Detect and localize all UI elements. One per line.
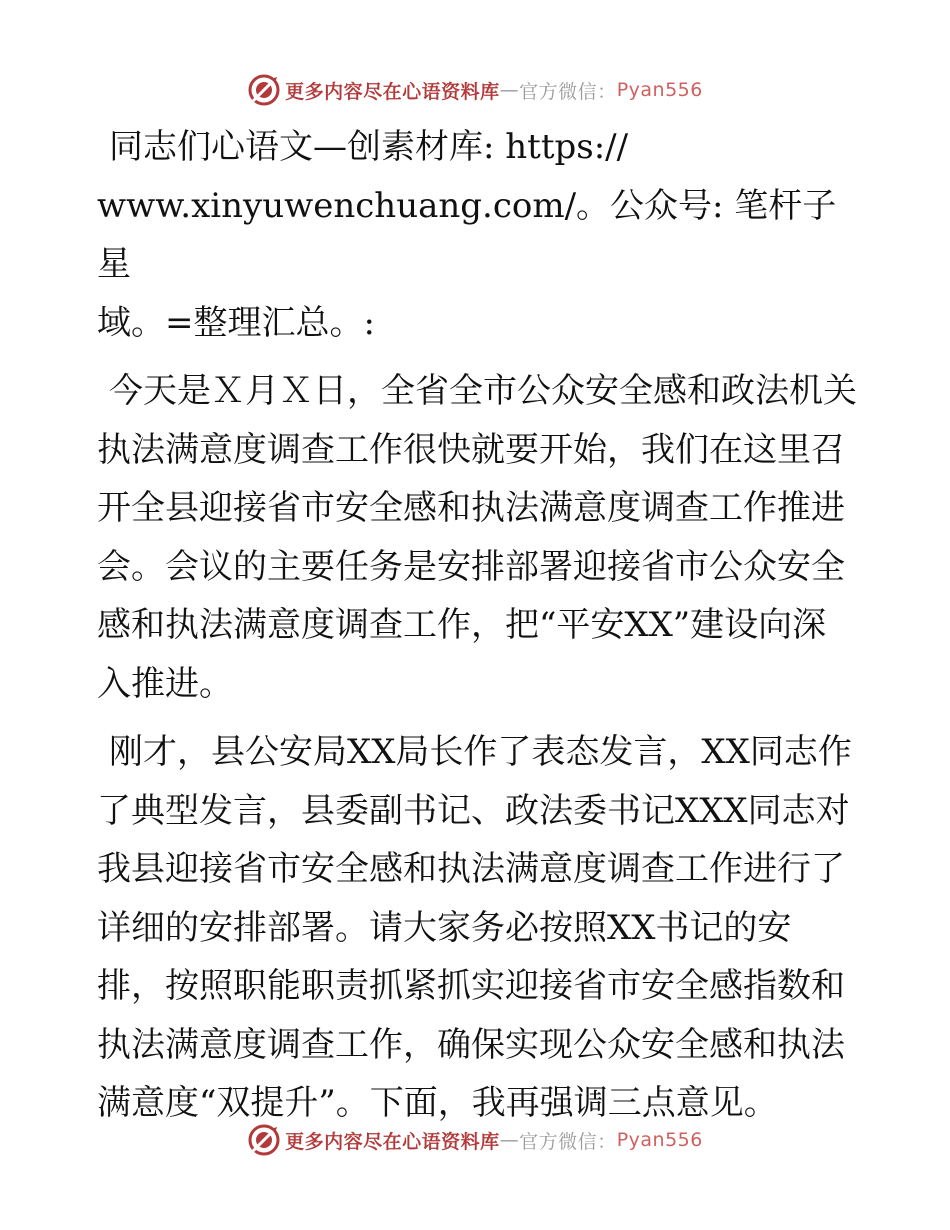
pen-logo-icon [247,1123,281,1157]
paragraph-line: 我县迎接省市安全感和执法满意度调查工作进行了 [97,849,845,889]
paragraph-line: www.xinyuwenchuang.com/。公众号: 笔杆子星 [97,185,837,284]
watermark-separator: — [499,79,520,101]
paragraph-line: 执法满意度调查工作，确保实现公众安全感和执法 [97,1024,845,1065]
paragraph-line: 执法满意度调查工作很快就要开始，我们在这里召 [97,429,845,470]
watermark-official-label: 官方微信： [519,1130,617,1153]
paragraph-line: 感和执法满意度调查工作，把“平安XX”建设向深 [97,605,827,645]
watermark-main-text: 更多内容尽在心语资料库 [285,80,500,103]
paragraph-2 [97,723,857,1133]
paragraph-line: 详细的安排部署。请大家务必按照XX书记的安 [97,907,792,948]
pen-logo-icon [247,73,281,107]
paragraph-1 [97,362,857,713]
footer-watermark [0,1120,950,1160]
watermark-main-text: 更多内容尽在心语资料库 [285,1130,500,1153]
paragraph-line: 同志们心语文—创素材库: https:// [109,127,629,167]
paragraph-line: 排，按照职能职责抓紧抓实迎接省市安全感指数和 [97,966,845,1006]
paragraph-line: 域。=整理汇总。: [97,302,375,343]
header-watermark [0,70,950,110]
watermark-official-label: 官方微信： [519,80,617,103]
paragraph-line: 满意度“双提升”。下面，我再强调三点意见。 [97,1083,778,1123]
document-body [97,118,857,1143]
watermark-wechat-id: Pyan556 [616,79,703,101]
watermark-wechat-id: Pyan556 [616,1129,703,1151]
paragraph-line: 入推进。 [97,663,233,704]
paragraph-line: 开全县迎接省市安全感和执法满意度调查工作推进 [97,488,845,528]
paragraph-line: 了典型发言，县委副书记、政法委书记XXX同志对 [97,790,850,831]
paragraph-line: 刚才，县公安局XX局长作了表态发言，XX同志作 [109,732,852,772]
paragraph-intro [97,118,857,352]
watermark-separator: — [499,1129,520,1151]
paragraph-line: 今天是Ｘ月Ｘ日，全省全市公众安全感和政法机关 [109,371,857,411]
paragraph-line: 会。会议的主要任务是安排部署迎接省市公众安全 [97,546,845,587]
